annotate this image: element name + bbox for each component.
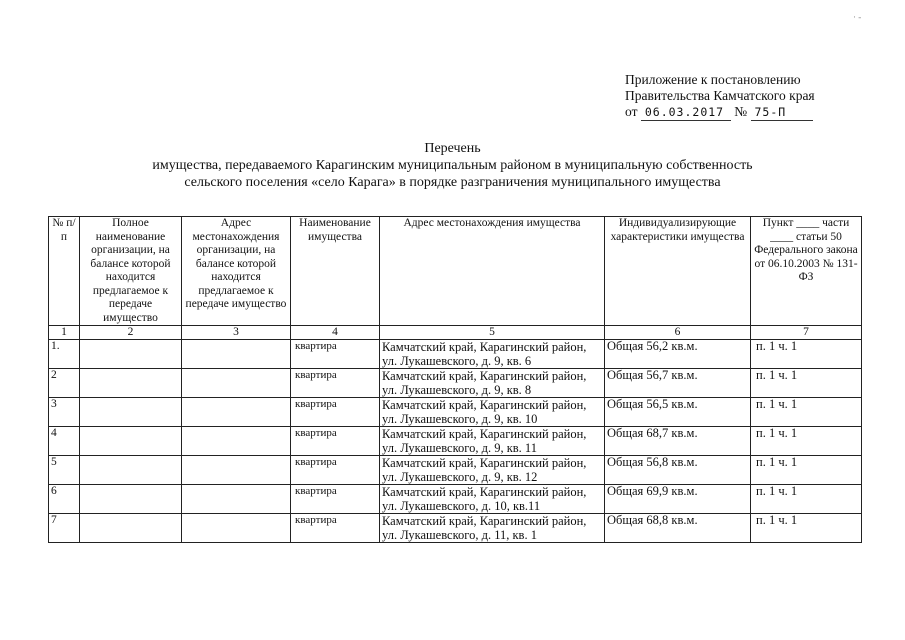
scan-artifact: · - xyxy=(853,12,862,22)
property-type-cell: квартира xyxy=(291,398,380,427)
document-title xyxy=(0,140,905,191)
row-number: 3 xyxy=(49,398,80,427)
property-characteristics-cell: Общая 56,2 кв.м. xyxy=(605,340,751,369)
property-type-cell: квартира xyxy=(291,340,380,369)
organization-name-cell xyxy=(80,369,182,398)
row-number: 4 xyxy=(49,427,80,456)
law-point-cell: п. 1 ч. 1 xyxy=(751,427,862,456)
property-type-cell: квартира xyxy=(291,514,380,543)
column-number: 4 xyxy=(291,326,380,340)
table-row xyxy=(49,340,862,369)
organization-name-cell xyxy=(80,485,182,514)
appendix-line-1: Приложение к постановлению xyxy=(625,72,801,87)
header-cell: Индивидуализирующие характеристики имущества xyxy=(605,217,751,326)
property-address-cell: Камчатский край, Карагинский район, ул. Лукашевского, д. 9, кв. 10 xyxy=(380,398,605,427)
from-label: от xyxy=(625,104,638,119)
table-row xyxy=(49,369,862,398)
property-type-cell: квартира xyxy=(291,456,380,485)
appendix-line-2: Правительства Камчатского края xyxy=(625,88,815,103)
column-number: 6 xyxy=(605,326,751,340)
law-point-cell: п. 1 ч. 1 xyxy=(751,485,862,514)
title-line-2: имущества, передаваемого Карагинским муниципальным районом в муниципальную собственность xyxy=(152,158,753,173)
organization-name-cell xyxy=(80,456,182,485)
law-point-cell: п. 1 ч. 1 xyxy=(751,340,862,369)
law-point-cell: п. 1 ч. 1 xyxy=(751,514,862,543)
organization-address-cell xyxy=(182,456,291,485)
organization-address-cell xyxy=(182,514,291,543)
table-row xyxy=(49,456,862,485)
law-point-cell: п. 1 ч. 1 xyxy=(751,398,862,427)
decree-number: 75-П xyxy=(751,104,813,121)
row-number: 7 xyxy=(49,514,80,543)
property-characteristics-cell: Общая 68,8 кв.м. xyxy=(605,514,751,543)
table-row xyxy=(49,427,862,456)
table-row xyxy=(49,398,862,427)
property-type-cell: квартира xyxy=(291,485,380,514)
header-cell: Полное наименование организации, на балансе которой находится предлагаемое к передаче имущество xyxy=(80,217,182,326)
organization-name-cell xyxy=(80,398,182,427)
property-characteristics-cell: Общая 68,7 кв.м. xyxy=(605,427,751,456)
organization-address-cell xyxy=(182,369,291,398)
row-number: 6 xyxy=(49,485,80,514)
organization-address-cell xyxy=(182,485,291,514)
header-cell: Адрес местонахождения имущества xyxy=(380,217,605,326)
property-characteristics-cell: Общая 56,7 кв.м. xyxy=(605,369,751,398)
number-label: № xyxy=(734,104,748,119)
organization-name-cell xyxy=(80,427,182,456)
law-point-cell: п. 1 ч. 1 xyxy=(751,456,862,485)
property-address-cell: Камчатский край, Карагинский район, ул. Лукашевского, д. 11, кв. 1 xyxy=(380,514,605,543)
header-cell: Пункт ____ части ____ статьи 50 Федерального закона от 06.10.2003 № 131-ФЗ xyxy=(751,217,862,326)
column-number: 5 xyxy=(380,326,605,340)
table-header-row xyxy=(49,217,862,326)
property-type-cell: квартира xyxy=(291,427,380,456)
decree-date: 06.03.2017 xyxy=(641,104,731,121)
property-address-cell: Камчатский край, Карагинский район, ул. Лукашевского, д. 9, кв. 11 xyxy=(380,427,605,456)
law-point-cell: п. 1 ч. 1 xyxy=(751,369,862,398)
title-line-3: сельского поселения «село Карага» в порядке разграничения муниципального имущества xyxy=(184,175,721,190)
organization-name-cell xyxy=(80,514,182,543)
organization-address-cell xyxy=(182,427,291,456)
header-cell: Наименование имущества xyxy=(291,217,380,326)
property-characteristics-cell: Общая 56,5 кв.м. xyxy=(605,398,751,427)
property-type-cell: квартира xyxy=(291,369,380,398)
table-row xyxy=(49,485,862,514)
column-number: 2 xyxy=(80,326,182,340)
appendix-block xyxy=(625,72,815,121)
header-cell: Адрес местонахождения организации, на балансе которой находится предлагаемое к передаче имущество xyxy=(182,217,291,326)
table-body xyxy=(49,217,862,543)
row-number: 2 xyxy=(49,369,80,398)
property-characteristics-cell: Общая 69,9 кв.м. xyxy=(605,485,751,514)
property-characteristics-cell: Общая 56,8 кв.м. xyxy=(605,456,751,485)
organization-address-cell xyxy=(182,340,291,369)
organization-address-cell xyxy=(182,398,291,427)
property-address-cell: Камчатский край, Карагинский район, ул. Лукашевского, д. 9, кв. 12 xyxy=(380,456,605,485)
column-number: 7 xyxy=(751,326,862,340)
row-number: 5 xyxy=(49,456,80,485)
title-line-1: Перечень xyxy=(424,141,481,156)
column-number: 3 xyxy=(182,326,291,340)
property-address-cell: Камчатский край, Карагинский район, ул. Лукашевского, д. 9, кв. 8 xyxy=(380,369,605,398)
property-address-cell: Камчатский край, Карагинский район, ул. Лукашевского, д. 9, кв. 6 xyxy=(380,340,605,369)
property-address-cell: Камчатский край, Карагинский район, ул. Лукашевского, д. 10, кв.11 xyxy=(380,485,605,514)
organization-name-cell xyxy=(80,340,182,369)
row-number: 1. xyxy=(49,340,80,369)
header-cell: № п/п xyxy=(49,217,80,326)
appendix-date-line xyxy=(625,104,815,121)
column-number: 1 xyxy=(49,326,80,340)
property-table xyxy=(48,216,862,543)
column-number-row xyxy=(49,326,862,340)
table-row xyxy=(49,514,862,543)
